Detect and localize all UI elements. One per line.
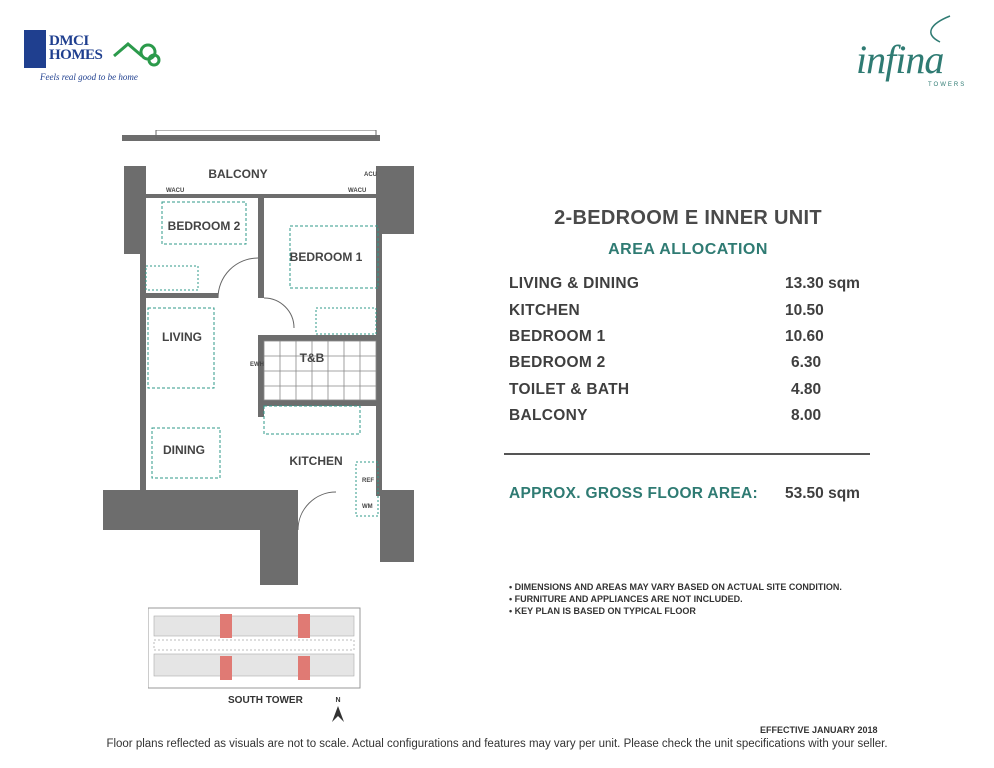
area-row-balcony [509,407,869,429]
gross-floor-area-label: APPROX. GROSS FLOOR AREA: [509,485,758,502]
area-row-bedroom1 [509,328,869,350]
infina-towers-logo [842,14,972,104]
area-value: 4.80 [791,381,822,398]
area-row-kitchen [509,302,869,324]
area-row-bedroom2 [509,354,869,376]
area-name: LIVING & DINING [509,275,640,292]
north-arrow-icon [328,694,348,724]
area-name: BALCONY [509,407,588,424]
label-tb: T&B [299,351,325,365]
plan-walls [103,135,414,585]
label-kitchen: KITCHEN [289,454,343,468]
disclaimer: Floor plans reflected as visuals are not to scale. Actual configurations and features may vary per unit. Please check the unit specifications with your seller. [106,738,888,750]
note-furniture: • FURNITURE AND APPLIANCES ARE NOT INCLUDED. [509,594,743,604]
area-name: BEDROOM 2 [509,354,606,371]
note-key-plan: • KEY PLAN IS BASED ON TYPICAL FLOOR [509,606,696,616]
dmci-logo-text [49,34,102,62]
effective-date: EFFECTIVE JANUARY 2018 [760,725,878,735]
infina-subtitle: TOWERS [928,82,967,88]
label-balcony: BALCONY [208,167,268,181]
area-value: 6.30 [791,354,822,371]
label-acu: ACU [364,172,377,178]
dmci-line1: DMCI [49,33,89,49]
key-plan-unit-highlight-2 [298,614,310,638]
toilet-bath-tiles [264,341,376,400]
label-wm: WM [362,504,373,510]
area-value: 8.00 [791,407,822,424]
door-swing-bedroom2 [218,258,258,298]
area-value: 10.50 [785,302,824,319]
dmci-line2: HOMES [49,47,103,63]
label-wacu-left: WACU [166,188,185,194]
dmci-emblem-icon [24,30,46,68]
key-plan-unit-highlight-1 [220,614,232,638]
living-sofa-outline [148,308,214,388]
area-row-living-dining [509,275,869,297]
label-bedroom2: BEDROOM 2 [167,219,241,233]
note-dimensions: • DIMENSIONS AND AREAS MAY VARY BASED ON ACTUAL SITE CONDITION. [509,582,842,592]
dmci-homes-logo [24,30,164,82]
bedroom1-wardrobe [316,308,376,334]
key-plan-caption: SOUTH TOWER [228,695,303,706]
label-ewh: EWH [250,362,264,368]
area-value: 13.30 sqm [785,275,860,292]
key-plan [148,604,368,696]
kitchen-counter [264,406,360,434]
label-dining: DINING [163,443,205,457]
infina-wordmark: infina [856,37,944,82]
label-bedroom1: BEDROOM 1 [289,250,363,264]
bedroom2-wardrobe [146,266,198,290]
label-wacu-right: WACU [348,188,367,194]
key-plan-unit-highlight-3 [220,656,232,680]
area-name: TOILET & BATH [509,381,630,398]
label-living: LIVING [161,330,203,344]
gross-floor-area-value: 53.50 sqm [785,485,860,502]
key-plan-corridor [154,640,354,650]
label-ref: REF [362,478,374,484]
key-plan-lower-wing [154,654,354,676]
area-allocation-heading: AREA ALLOCATION [608,241,768,258]
divider [504,453,870,455]
north-label: N [335,697,341,704]
house-leaf-icon [112,36,162,68]
floor-plan [100,130,420,590]
area-row-toilet-bath [509,381,869,403]
door-swing-bedroom1 [264,298,294,328]
area-name: KITCHEN [509,302,580,319]
unit-title: 2-BEDROOM E INNER UNIT [554,207,822,229]
door-swing-entry [298,492,336,530]
dmci-tagline: Feels real good to be home [40,72,138,82]
area-name: BEDROOM 1 [509,328,606,345]
key-plan-upper-wing [154,616,354,636]
area-value: 10.60 [785,328,824,345]
key-plan-unit-highlight-4 [298,656,310,680]
